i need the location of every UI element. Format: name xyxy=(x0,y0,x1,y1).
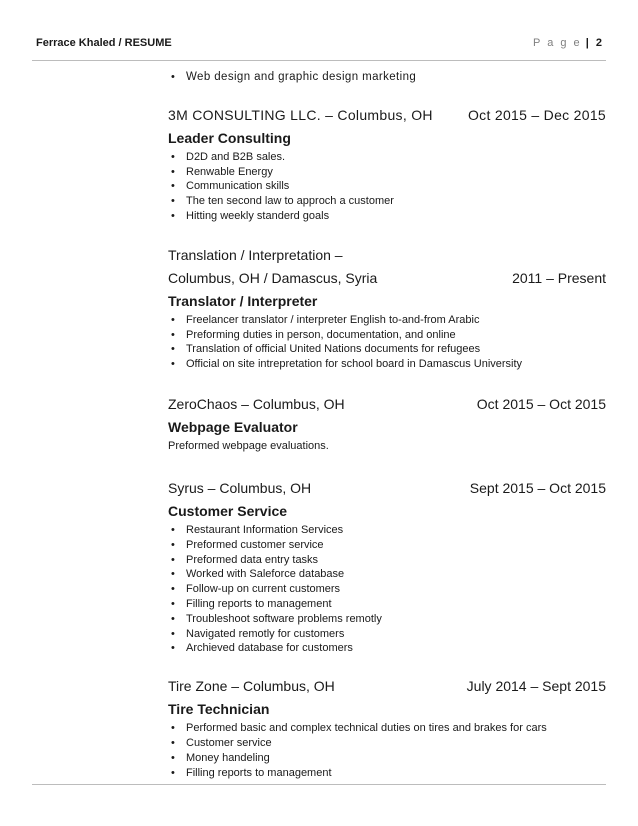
list-item: • Renwable Energy xyxy=(168,165,606,180)
list-item: • Translation of official United Nations documents for refugees xyxy=(168,342,606,357)
job-header xyxy=(168,677,606,695)
list-item: • Navigated remotly for customers xyxy=(168,627,606,642)
list-item: • Money handeling xyxy=(168,751,606,766)
job-dates: Oct 2015 – Dec 2015 xyxy=(467,106,606,123)
bullet-list xyxy=(168,523,606,656)
list-item: • Preformed data entry tasks xyxy=(168,553,606,568)
list-item: • Archieved database for customers xyxy=(168,641,606,656)
job-header-line1 xyxy=(168,246,606,264)
footer-divider xyxy=(32,784,606,785)
job-dates: 2011 – Present xyxy=(512,269,606,286)
list-item: • Preforming duties in person, documentation, and online xyxy=(168,328,606,343)
list-item: • Official on site intrepretation for school board in Damascus University xyxy=(168,357,606,372)
list-item: • Worked with Saleforce database xyxy=(168,567,606,582)
job-title: Webpage Evaluator xyxy=(168,418,298,435)
job-entry xyxy=(168,395,606,454)
job-entry xyxy=(168,106,606,224)
list-item: • Communication skills xyxy=(168,179,606,194)
list-item: • Filling reports to management xyxy=(168,766,606,781)
list-item: • Troubleshoot software problems remotly xyxy=(168,612,606,627)
job-header xyxy=(168,269,606,287)
page-label: P a g e xyxy=(533,37,582,49)
job-header xyxy=(168,106,606,124)
company-location: 3M CONSULTING LLC. – Columbus, OH xyxy=(168,106,433,123)
page-header xyxy=(32,34,606,61)
job-dates: Sept 2015 – Oct 2015 xyxy=(469,479,606,496)
company-location: Syrus – Columbus, OH xyxy=(168,479,312,496)
job-title: Leader Consulting xyxy=(168,129,291,146)
job-title: Translator / Interpreter xyxy=(168,292,318,309)
company-location: Tire Zone – Columbus, OH xyxy=(168,678,335,695)
resume-body xyxy=(168,70,606,780)
job-entry xyxy=(168,479,606,656)
job-description: Preformed webpage evaluations. xyxy=(168,439,329,452)
job-title: Customer Service xyxy=(168,502,288,519)
list-item: • Freelancer translator / interpreter English to-and-from Arabic xyxy=(168,313,606,328)
bullet-list xyxy=(168,70,606,85)
company-location: Columbus, OH / Damascus, Syria xyxy=(168,269,378,286)
list-item: • Follow-up on current customers xyxy=(168,582,606,597)
list-item: • Hitting weekly standerd goals xyxy=(168,209,606,224)
job-dates: July 2014 – Sept 2015 xyxy=(466,678,606,695)
page-indicator xyxy=(533,37,602,49)
list-item: • Performed basic and complex technical duties on tires and brakes for cars xyxy=(168,721,606,736)
page-separator: | xyxy=(585,37,589,49)
company-location: ZeroChaos – Columbus, OH xyxy=(168,395,345,412)
company-name: Translation / Interpretation – xyxy=(168,246,343,263)
bullet-list xyxy=(168,150,606,224)
job-header xyxy=(168,479,606,497)
list-item: • Preformed customer service xyxy=(168,538,606,553)
bullet-list xyxy=(168,313,606,372)
job-dates: Oct 2015 – Oct 2015 xyxy=(476,395,606,412)
job-title: Tire Technician xyxy=(168,701,270,718)
job-entry xyxy=(168,246,606,372)
job-header xyxy=(168,395,606,413)
bullet-list xyxy=(168,721,606,780)
document-title: Ferrace Khaled / RESUME xyxy=(36,37,172,49)
list-item: • Filling reports to management xyxy=(168,597,606,612)
list-item: • Web design and graphic design marketing xyxy=(168,70,606,85)
list-item: • D2D and B2B sales. xyxy=(168,150,606,165)
job-entry xyxy=(168,677,606,780)
page-number: 2 xyxy=(595,37,602,49)
list-item: • Restaurant Information Services xyxy=(168,523,606,538)
list-item: • The ten second law to approch a customer xyxy=(168,194,606,209)
list-item: • Customer service xyxy=(168,736,606,751)
